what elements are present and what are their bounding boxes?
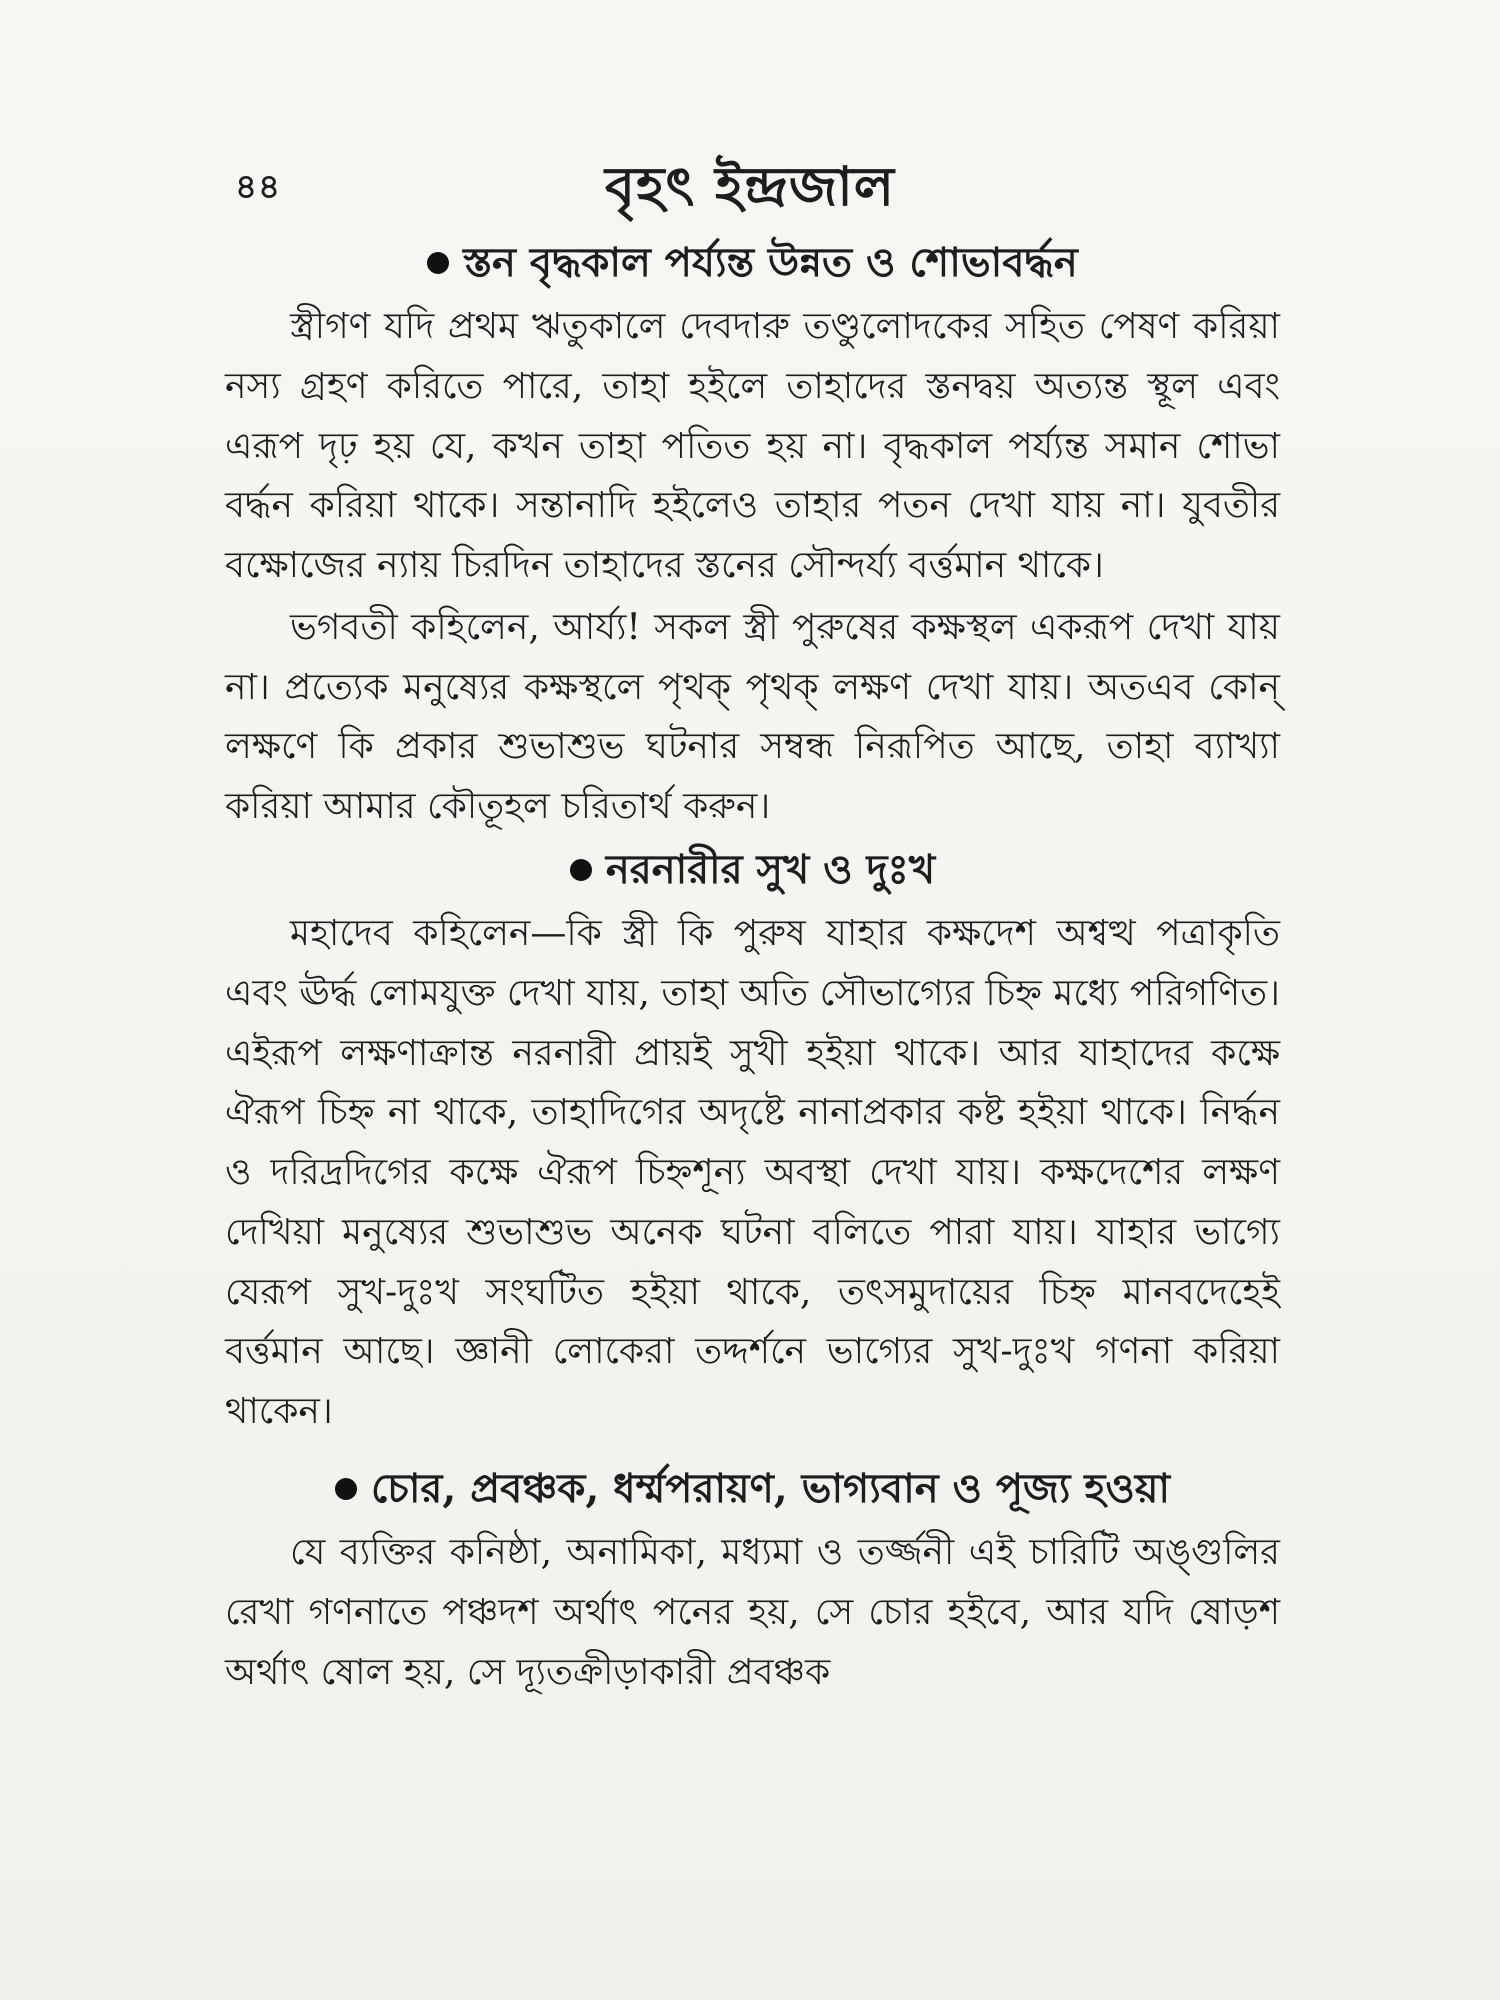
section-breast-care: [225, 238, 1280, 837]
page-content: [225, 230, 1280, 1702]
section-heading-text: স্তন বৃদ্ধকাল পর্য্যন্ত উন্নত ও শোভাবর্দ্ধন: [463, 239, 1078, 286]
section-heading-text: নরনারীর সুখ ও দুঃখ: [605, 845, 936, 893]
page-number: ৪৪: [235, 167, 282, 207]
page-header: [225, 145, 1275, 225]
paragraph: স্ত্রীগণ যদি প্রথম ঋতুকালে দেবদারু তণ্ডুলোদকের সহিত পেষণ করিয়া নস্য গ্রহণ করিতে পারে, তাহা হইলে তাহাদের স্তনদ্বয় অত্যন্ত স্থূল এবং এরূপ দৃঢ় হয় যে, কখন তাহা পতিত হয় না। বৃদ্ধকাল পর্য্যন্ত সমান শোভা বর্দ্ধন করিয়া থাকে। সন্তানাদি হইলেও তাহার পতন দেখা যায় না। যুবতীর বক্ষোজের ন্যায় চিরদিন তাহাদের স্তনের সৌন্দর্য্য বর্ত্তমান থাকে।: [225, 306, 1280, 587]
paragraph: মহাদেব কহিলেন—কি স্ত্রী কি পুরুষ যাহার কক্ষদেশ অশ্বত্থ পত্রাকৃতি এবং ঊর্দ্ধ লোমযুক্ত দেখা যায়, তাহা অতি সৌভাগ্যের চিহ্ন মধ্যে পরিগণিত। এইরূপ লক্ষণাক্রান্ত নরনারী প্রায়ই সুখী হইয়া থাকে। আর যাহাদের কক্ষে ঐরূপ চিহ্ন না থাকে, তাহাদিগের অদৃষ্টে নানাপ্রকার কষ্ট হইয়া থাকে। নির্দ্ধন ও দরিদ্রদিগের কক্ষে ঐরূপ চিহ্নশূন্য অবস্থা দেখা যায়। কক্ষদেশের লক্ষণ দেখিয়া মনুষ্যের শুভাশুভ অনেক ঘটনা বলিতে পারা যায়। যাহার ভাগ্যে যেরূপ সুখ-দুঃখ সংঘটিত হইয়া থাকে, তৎসমুদায়ের চিহ্ন মানবদেহেই বর্ত্তমান আছে। জ্ঞানী লোকেরা তদ্দর্শনে ভাগ্যের সুখ-দুঃখ গণনা করিয়া থাকেন।: [225, 913, 1280, 1433]
paragraph: ভগবতী কহিলেন, আর্য্য! সকল স্ত্রী পুরুষের কক্ষস্থল একরূপ দেখা যায় না। প্রত্যেক মনুষ্যের কক্ষস্থলে পৃথক্ পৃথক্ লক্ষণ দেখা যায়। অতএব কোন্ লক্ষণে কি প্রকার শুভাশুভ ঘটনার সম্বন্ধ নিরূপিত আছে, তাহা ব্যাখ্যা করিয়া আমার কৌতূহল চরিতার্থ করুন।: [225, 606, 1280, 828]
paragraph: যে ব্যক্তির কনিষ্ঠা, অনামিকা, মধ্যমা ও তর্জ্জনী এই চারিটি অঙ্গুলির রেখা গণনাতে পঞ্চদশ অর্থাৎ পনের হয়, সে চোর হইবে, আর যদি ষোড়শ অর্থাৎ ষোল হয়, সে দ্যূতক্রীড়াকারী প্রবঞ্চক: [225, 1532, 1280, 1693]
bullet-icon: [427, 252, 449, 274]
section-happiness-sorrow: [225, 845, 1280, 1442]
section-heading: [225, 845, 1280, 894]
section-heading-text: চোর, প্রবঞ্চক, ধর্ম্মপরায়ণ, ভাগ্যবান ও পূজ্য হওয়া: [371, 1464, 1170, 1512]
section-character-fortune: [225, 1464, 1280, 1702]
bullet-icon: [570, 859, 592, 881]
section-heading: [225, 238, 1280, 287]
book-title: বৃহৎ ইন্দ্রজাল: [604, 154, 896, 218]
bullet-icon: [335, 1478, 357, 1500]
section-heading: [225, 1464, 1280, 1513]
